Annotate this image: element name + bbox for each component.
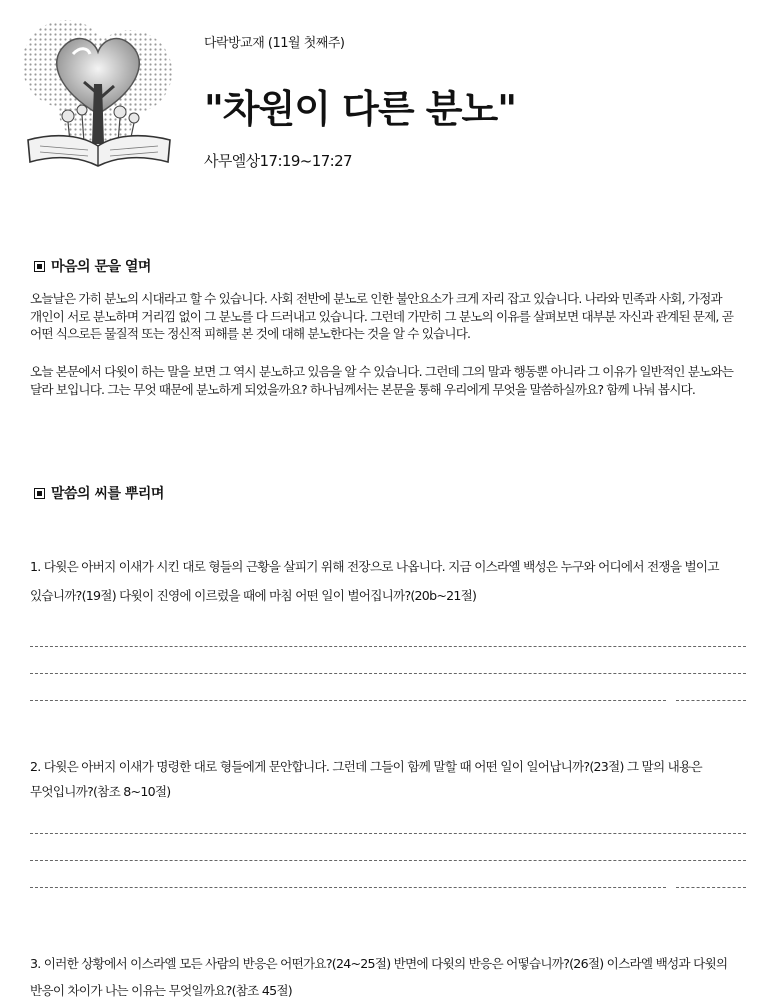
- intro-paragraph-1: 오늘날은 가히 분노의 시대라고 할 수 있습니다. 사회 전반에 분노로 인한 불안요소가 크게 자리 잡고 있습니다. 나라와 민족과 사회, 가정과 개인이 서로 분노하며 거리낌 없이 그 분노를 다 드러내고 있습니다. 그런데 가만히 그 분노의 이유를 살펴보면 대부분 자신과 관계된 문제, 곧 어떤 식으로든 물질적 또는 정신적 피해를 본 것에 대해 분노한다는 것을 알 수 있습니다.: [30, 291, 734, 341]
- question-2: 2. 다윗은 아버지 이새가 명령한 대로 형들에게 문안합니다. 그런데 그들이 함께 말할 때 어떤 일이 일어납니까?(23절) 그 말의 내용은 무엇입니까?(참조 8~10절): [30, 759, 702, 799]
- answer-line[interactable]: [30, 673, 746, 674]
- square-bullet-icon: [34, 261, 45, 272]
- intro-paragraph-2: 오늘 본문에서 다윗이 하는 말을 보면 그 역시 분노하고 있음을 알 수 있습니다. 그런데 그의 말과 행동뿐 아니라 그 이유가 일반적인 분노와는 달라 보입니다. 그는 무엇 때문에 분노하게 되었을까요? 하나님께서는 본문을 통해 우리에게 무엇을 말씀하실까요? 함께 나눠 봅시다.: [30, 364, 734, 397]
- answer-line-end[interactable]: [676, 887, 746, 888]
- section-heading-label: 마음의 문을 열며: [51, 259, 151, 275]
- lesson-subtitle: 다락방교재 (11월 첫째주): [204, 36, 345, 51]
- scripture-reference: 사무엘상17:19~17:27: [204, 152, 352, 170]
- section-heading-sow-word: [34, 483, 164, 503]
- heart-tree-book-icon: [18, 12, 180, 174]
- answer-line-end[interactable]: [676, 700, 746, 701]
- square-bullet-icon: [34, 488, 45, 499]
- page-title: "차원이 다른 분노": [204, 87, 517, 131]
- section-heading-open-heart: [34, 256, 151, 276]
- question-1: 1. 다윗은 아버지 이새가 시킨 대로 형들의 근황을 살피기 위해 전장으로 나옵니다. 지금 이스라엘 백성은 누구와 어디에서 전쟁을 벌이고 있습니까?(19절) 다윗이 진영에 이르렀을 때에 마침 어떤 일이 벌어집니까?(20b~21절): [30, 559, 719, 603]
- answer-line[interactable]: [30, 700, 666, 701]
- answer-line[interactable]: [30, 860, 746, 861]
- section-heading-label: 말씀의 씨를 뿌리며: [51, 486, 164, 502]
- question-3: 3. 이러한 상황에서 이스라엘 모든 사람의 반응은 어떤가요?(24~25절) 반면에 다윗의 반응은 어떻습니까?(26절) 이스라엘 백성과 다윗의 반응이 차이가 나는 이유는 무엇일까요?(참조 45절): [30, 956, 728, 998]
- answer-line[interactable]: [30, 833, 746, 834]
- answer-line[interactable]: [30, 887, 666, 888]
- answer-line[interactable]: [30, 646, 746, 647]
